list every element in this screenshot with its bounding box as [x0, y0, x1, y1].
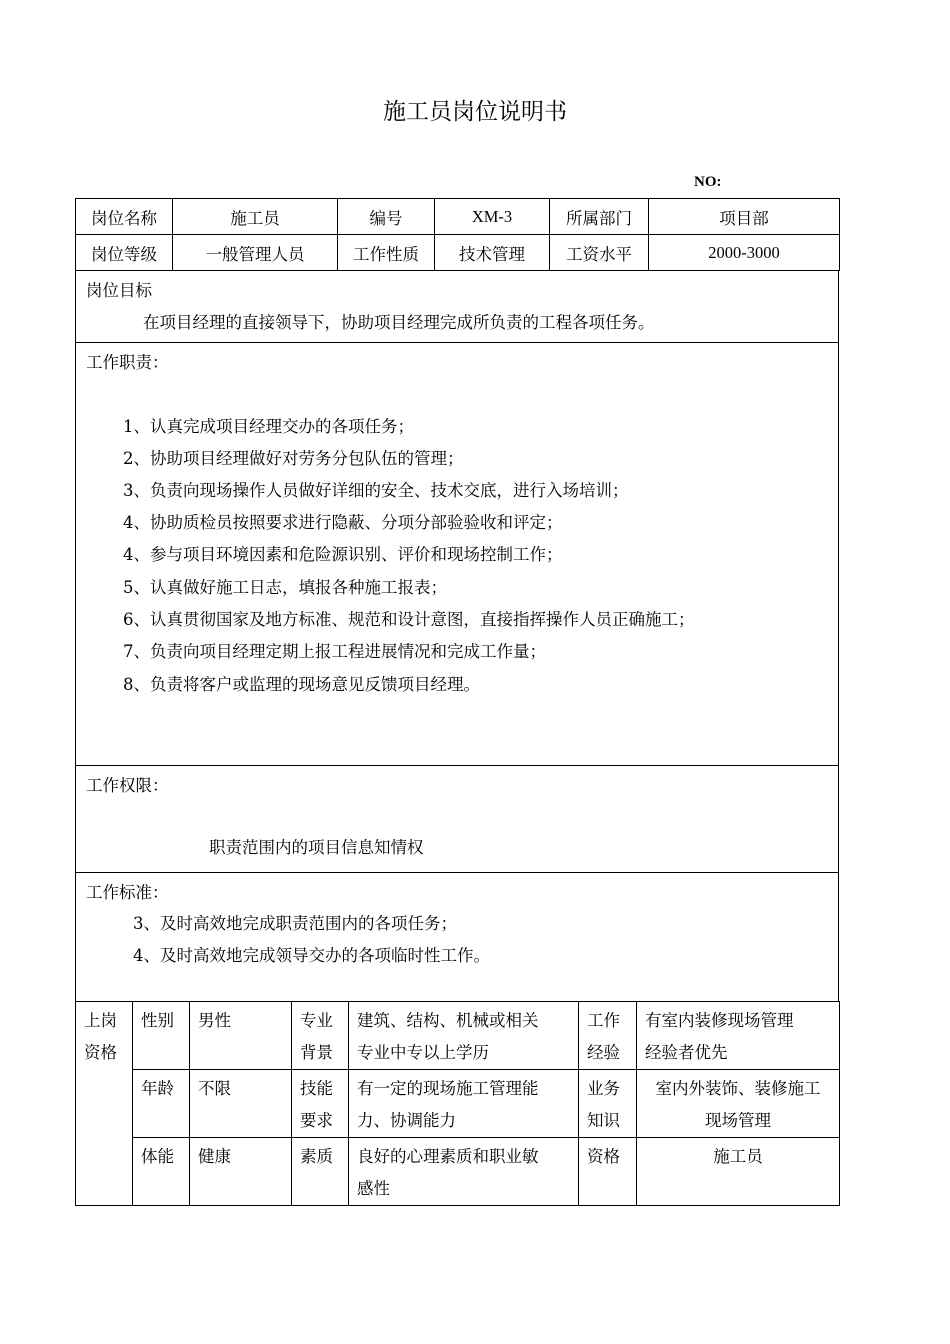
qualification-row [76, 1138, 840, 1206]
cell-text-line: 室内外装饰、装修施工 [655, 1079, 821, 1098]
standard-item: 4、及时高效地完成领导交办的各项临时性工作。 [133, 946, 490, 965]
document-number-label: NO: [694, 174, 722, 190]
cell-text-line: 资格 [84, 1043, 117, 1062]
cell-text-line: 有一定的现场施工管理能 [357, 1079, 539, 1098]
duty-item: 4、协助质检员按照要求进行隐蔽、分项分部验验收和评定； [123, 513, 563, 532]
duty-item: 8、负责将客户或监理的现场意见反馈项目经理。 [123, 675, 480, 694]
quality-value [349, 1138, 579, 1206]
cell-text-line: 经验 [587, 1043, 620, 1062]
quality-label: 素质 [292, 1138, 349, 1206]
goal-section [75, 271, 839, 343]
certificate-label: 资格 [579, 1138, 637, 1206]
position-grade-label: 岗位等级 [76, 235, 173, 271]
cell-text-line: 工作 [587, 1011, 620, 1030]
code-label: 编号 [338, 199, 435, 235]
qualification-label-spacer [76, 1138, 133, 1206]
cell-text-line: 要求 [300, 1111, 333, 1130]
duties-label: 工作职责： [86, 353, 169, 372]
duty-item: 3、负责向现场操作人员做好详细的安全、技术交底，进行入场培训； [123, 481, 629, 500]
goal-label: 岗位目标 [86, 281, 152, 300]
duty-item: 4、参与项目环境因素和危险源识别、评价和现场控制工作； [123, 545, 563, 564]
qualification-label [76, 1002, 133, 1138]
physical-value: 健康 [190, 1138, 292, 1206]
qualification-row [76, 1002, 840, 1070]
qualification-table [75, 1001, 840, 1206]
header-row [76, 199, 840, 235]
standard-label: 工作标准： [86, 883, 169, 902]
salary-label: 工资水平 [550, 235, 649, 271]
duty-item: 2、协助项目经理做好对劳务分包队伍的管理； [123, 449, 464, 468]
job-description-sheet [75, 198, 839, 1206]
department-value: 项目部 [649, 199, 840, 235]
gender-label: 性别 [133, 1002, 190, 1070]
experience-value [637, 1002, 840, 1070]
work-nature-value: 技术管理 [435, 235, 550, 271]
authority-section [75, 766, 839, 873]
cell-text-line: 有室内装修现场管理 [645, 1011, 794, 1030]
cell-text-line: 知识 [587, 1111, 620, 1130]
work-nature-label: 工作性质 [338, 235, 435, 271]
knowledge-value [637, 1070, 840, 1138]
duty-item: 5、认真做好施工日志，填报各种施工报表； [123, 578, 447, 597]
age-value: 不限 [190, 1070, 292, 1138]
position-grade-value: 一般管理人员 [173, 235, 338, 271]
knowledge-label [579, 1070, 637, 1138]
qualification-row [76, 1070, 840, 1138]
cell-text-line: 经验者优先 [645, 1043, 728, 1062]
gender-value: 男性 [190, 1002, 292, 1070]
cell-text-line: 力、协调能力 [357, 1111, 456, 1130]
cell-text-line: 建筑、结构、机械或相关 [357, 1011, 539, 1030]
age-label: 年龄 [133, 1070, 190, 1138]
cell-text-line: 上岗 [84, 1011, 117, 1030]
position-name-label: 岗位名称 [76, 199, 173, 235]
salary-value: 2000-3000 [649, 235, 840, 271]
goal-text: 在项目经理的直接领导下，协助项目经理完成所负责的工程各项任务。 [143, 313, 655, 332]
cell-text-line: 业务 [587, 1079, 620, 1098]
duties-section [75, 343, 839, 766]
header-row [76, 235, 840, 271]
position-name-value: 施工员 [173, 199, 338, 235]
cell-text-line: 背景 [300, 1043, 333, 1062]
physical-label: 体能 [133, 1138, 190, 1206]
standard-section [75, 873, 839, 1002]
major-value [349, 1002, 579, 1070]
cell-text-line: 良好的心理素质和职业敏 [357, 1147, 539, 1166]
authority-text: 职责范围内的项目信息知情权 [209, 838, 424, 857]
code-value: XM-3 [435, 199, 550, 235]
authority-label: 工作权限： [86, 776, 169, 795]
duty-item: 6、认真贯彻国家及地方标准、规范和设计意图，直接指挥操作人员正确施工； [123, 610, 695, 629]
header-table [75, 198, 840, 271]
cell-text-line: 专业 [300, 1011, 333, 1030]
skill-value [349, 1070, 579, 1138]
document-title: 施工员岗位说明书 [383, 99, 567, 125]
department-label: 所属部门 [550, 199, 649, 235]
certificate-value: 施工员 [637, 1138, 840, 1206]
cell-text-line: 技能 [300, 1079, 333, 1098]
cell-text-line: 现场管理 [705, 1111, 771, 1130]
major-label [292, 1002, 349, 1070]
cell-text-line: 专业中专以上学历 [357, 1043, 489, 1062]
standard-item: 3、及时高效地完成职责范围内的各项任务； [133, 914, 457, 933]
duty-item: 1、认真完成项目经理交办的各项任务； [123, 417, 414, 436]
cell-text-line: 感性 [357, 1179, 390, 1198]
duty-item: 7、负责向项目经理定期上报工程进展情况和完成工作量； [123, 642, 546, 661]
skill-label [292, 1070, 349, 1138]
experience-label [579, 1002, 637, 1070]
